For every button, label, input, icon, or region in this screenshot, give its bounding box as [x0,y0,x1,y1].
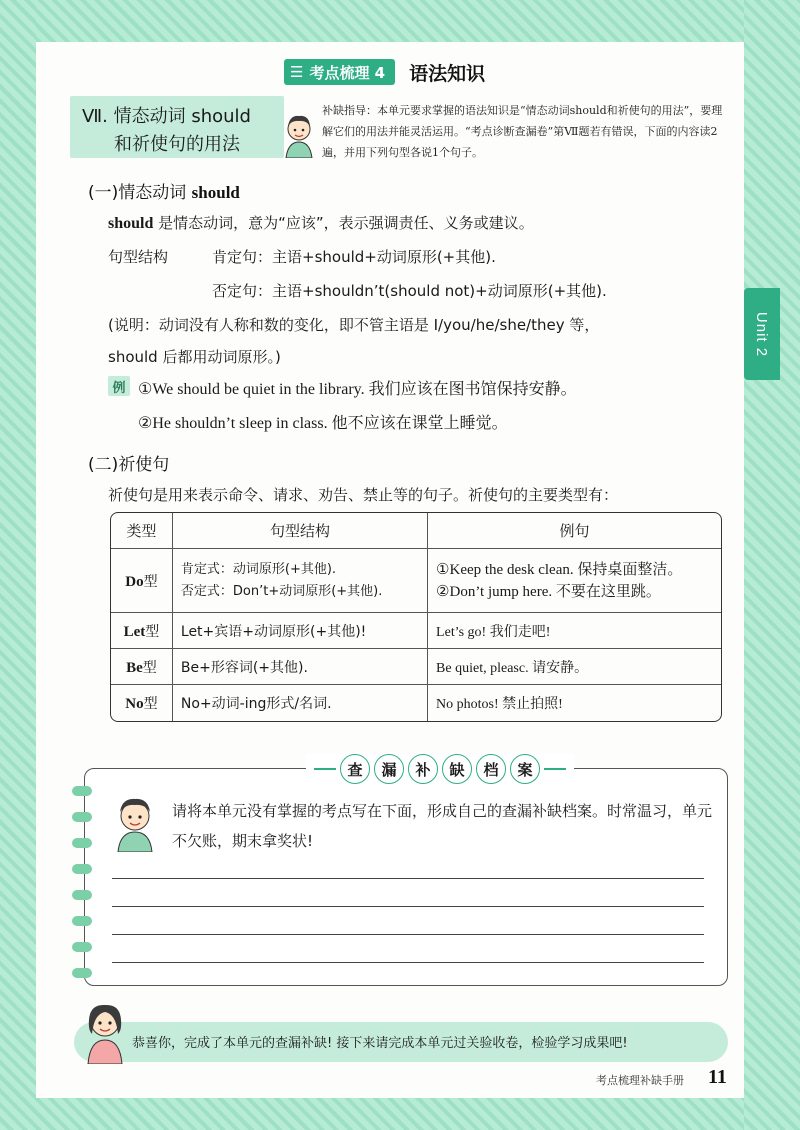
binder-ring [72,838,92,848]
binder-ring [72,890,92,900]
example-cell: Be quiet, pleasc. 请安静。 [428,649,721,685]
writing-line[interactable] [112,934,704,935]
writing-line[interactable] [112,962,704,963]
review-title-char: 档 [476,754,506,784]
section-badge [284,59,395,85]
structure-cell: No+动词-ing形式/名词. [173,685,428,721]
should-definition: should 是情态动词，意为“应该”，表示强调责任、义务或建议。 [108,214,534,232]
binder-ring [72,864,92,874]
frame-bottom-border [0,1098,800,1130]
example-sentence-2: ②He shouldn’t sleep in class. 他不应该在课堂上睡觉。 [138,415,508,432]
student-avatar-icon [110,794,160,852]
review-title-char: 查 [340,754,370,784]
example-cell: No photos! 禁止拍照! [436,697,563,712]
section-title-line1: Ⅶ. 情态动词 should [82,106,251,127]
study-guide-text: 补缺指导：本单元要求掌握的语法知识是“情态动词should和祈使句的用法”，要理解它们的用法并能灵活运用。“考点诊断查漏卷”第Ⅶ题若有错误，下面的内容读2遍，并用下列句型各说1个句子。 [322,104,723,159]
congrats-text: 恭喜你，完成了本单元的查漏补缺! 接下来请完成本单元过关验收卷，检验学习成果吧! [132,1036,628,1051]
example-cell: ①Keep the desk clean. 保持桌面整洁。 ②Don’t jump here. 不要在这里跳。 [428,549,721,613]
negative-structure: 否定句：主语+shouldn’t(should not)+动词原形(+其他). [212,282,607,300]
structure-cell: Let+宾语+动词原形(+其他)! [173,613,428,649]
page-header [284,58,485,86]
student-avatar-icon [80,1000,130,1064]
binder-ring [72,916,92,926]
note-line1: (说明：动词没有人称和数的变化，即不管主语是 I/you/he/she/they 等， [108,316,600,334]
page-title: 语法知识 [409,62,486,85]
column-header: 例句 [428,513,721,549]
review-title-char: 漏 [374,754,404,784]
binder-ring [72,942,92,952]
title-deco-line [314,768,336,770]
table-row [111,649,721,685]
part2-heading: (二)祈使句 [88,455,170,475]
structure-cell: 肯定式：动词原形(+其他). 否定式：Don’t+动词原形(+其他). [173,549,428,613]
table-row [111,549,721,613]
review-title [306,754,574,784]
imperative-types-table [110,512,722,722]
review-title-char: 缺 [442,754,472,784]
frame-left-border [0,0,36,1130]
part1-heading: (一)情态动词 should [88,183,240,203]
type-cell: Do型 [111,549,173,613]
example-label: 例 [108,376,130,396]
type-cell: Let型 [111,613,173,649]
frame-right-border [744,0,800,1130]
type-cell: No型 [111,685,173,721]
section-title-box [70,96,284,158]
frame-top-border [0,0,800,42]
student-avatar-icon [280,112,318,158]
affirmative-structure: 肯定句：主语+should+动词原形(+其他). [212,248,496,266]
column-header: 句型结构 [173,513,428,549]
unit-side-tab[interactable]: Unit 2 [744,288,780,380]
review-title-char: 案 [510,754,540,784]
example-cell: Let’s go! 我们走吧! [428,613,721,649]
table-header-row [111,513,721,549]
binder-ring [72,812,92,822]
title-deco-line [544,768,566,770]
footer-label: 考点梳理补缺手册 [596,1074,684,1087]
note-line2: should 后都用动词原形。) [108,348,281,366]
binder-ring [72,786,92,796]
table-row [111,685,721,721]
imperative-intro: 祈使句是用来表示命令、请求、劝告、禁止等的句子。祈使句的主要类型有： [108,486,619,504]
example-sentence-1: ①We should be quiet in the library. 我们应该在图书馆保持安静。 [138,381,577,398]
section-title-line2: 和祈使句的用法 [114,134,240,155]
table-row [111,613,721,649]
page-number: 11 [708,1066,727,1088]
structure-cell: Be+形容词(+其他). [173,649,428,685]
column-header: 类型 [111,513,173,549]
writing-line[interactable] [112,878,704,879]
writing-line[interactable] [112,906,704,907]
review-instructions: 请将本单元没有掌握的考点写在下面，形成自己的查漏补缺档案。时常温习，单元不欠账，期末拿奖状! [172,802,713,850]
review-title-char: 补 [408,754,438,784]
type-cell: Be型 [111,649,173,685]
binder-ring [72,968,92,978]
structure-label: 句型结构 [108,248,169,266]
menu-lines-icon: ☰ [290,63,304,81]
badge-label: 考点梳理 4 [309,63,386,82]
